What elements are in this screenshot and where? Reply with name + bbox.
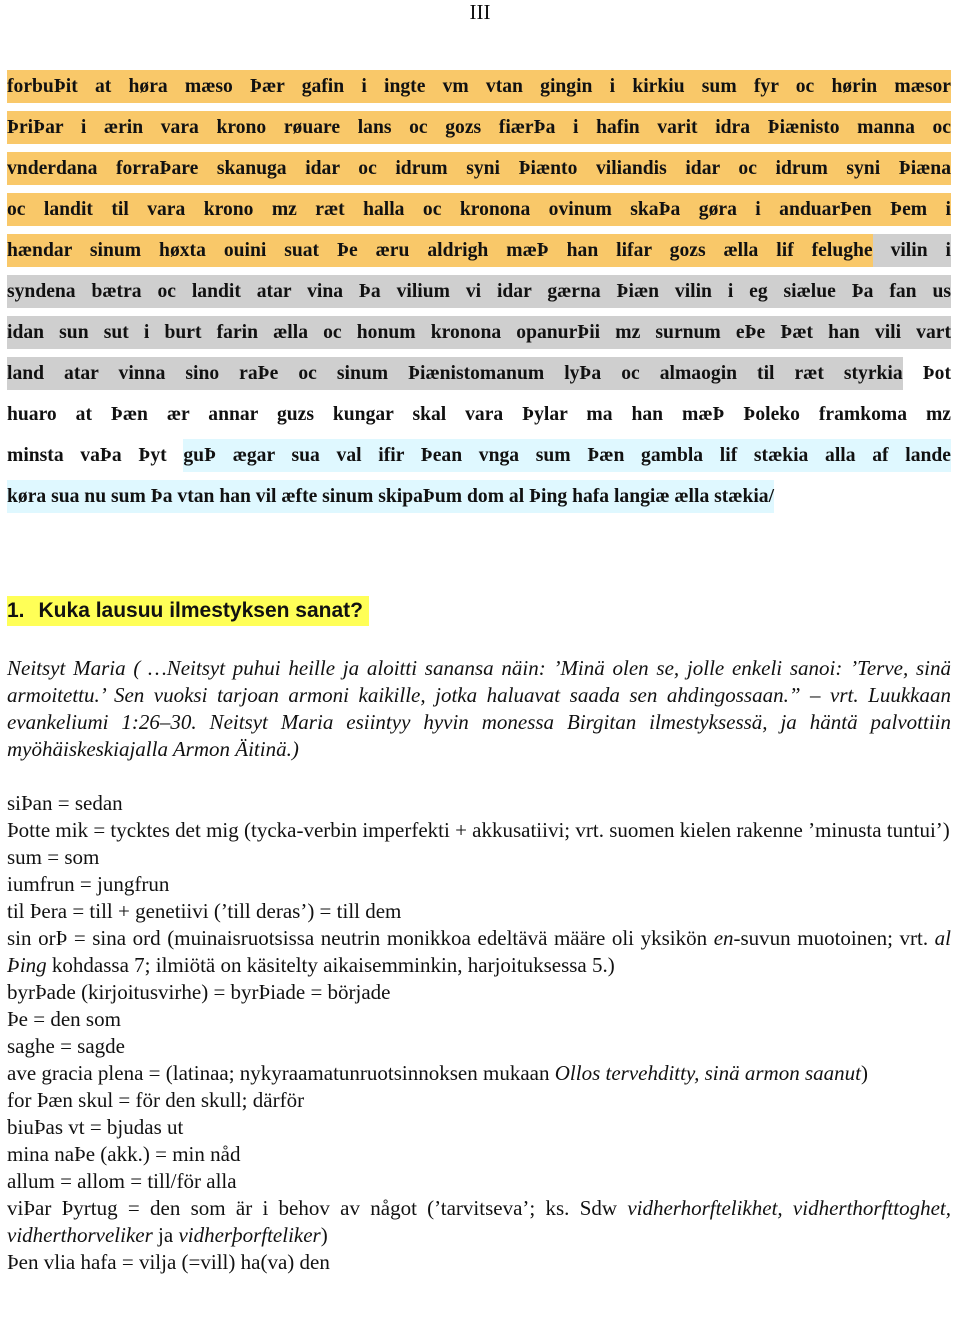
- source-line: [7, 476, 951, 517]
- glossary-text: allum = allom = till/för alla: [7, 1169, 237, 1193]
- source-segment: idan sun sut i burt farin ælla oc honum kronona opanurÞii mz surnum eÞe Þæt han vili vart: [7, 316, 951, 349]
- glossary-entry: [7, 871, 951, 898]
- source-segment: ÞriÞar i ærin vara krono røuare lans oc gozs fiærÞa i hafin varit idra Þiænisto manna oc: [7, 111, 951, 144]
- question-number: 1.: [7, 599, 25, 622]
- glossary-entry: [7, 844, 951, 871]
- source-line: [7, 66, 951, 107]
- glossary-text: for Þæn skul = för den skull; därför: [7, 1088, 305, 1112]
- glossary-entry: [7, 1033, 951, 1060]
- glossary-text: -suvun muotoinen; vrt.: [733, 926, 935, 950]
- source-segment: hændar sinum høxta ouini suat Þe æru aldrigh mæÞ han lifar gozs ælla lif felughe: [7, 234, 873, 267]
- glossary-entry: [7, 898, 951, 925]
- glossary-text: iumfrun = jungfrun: [7, 872, 170, 896]
- source-segment: vnderdana forraÞare skanuga idar oc idrum syni Þiænto viliandis idar oc idrum syni Þiæna: [7, 152, 951, 185]
- source-segment: syndena bætra oc landit atar vina Þa vilium vi idar gærna Þiæn vilin i eg siælue Þa fan us: [7, 275, 951, 308]
- glossary-entry: [7, 1114, 951, 1141]
- source-segment: forbuÞit at høra mæso Þær gafin i ingte vm vtan gingin i kirkiu sum fyr oc hørin mæsor: [7, 70, 951, 103]
- question-text: Kuka lausuu ilmestyksen sanat?: [38, 599, 363, 622]
- glossary-text: vidherþorfteliker: [178, 1223, 321, 1247]
- glossary-text: Ollos tervehditty, sinä armon saanut: [554, 1061, 861, 1085]
- source-line: [7, 107, 951, 148]
- source-segment: guÞ ægar sua val ifir Þean vnga sum Þæn gambla lif stækia alla af lande: [183, 439, 951, 472]
- glossary-text: siÞan = sedan: [7, 791, 123, 815]
- source-segment: vilin i: [873, 234, 951, 267]
- source-segment: køra sua nu sum Þa vtan han vil æfte sinum skipaÞum dom al Þing hafa langiæ ælla stækia/: [7, 480, 774, 513]
- source-segment: huaro at Þæn ær annar guzs kungar skal vara Þylar ma han mæÞ Þoleko framkoma mz: [7, 404, 951, 425]
- source-line: [7, 394, 951, 435]
- glossary-text: ): [320, 1223, 328, 1247]
- glossary-entry: [7, 979, 951, 1006]
- glossary-entry: [7, 1006, 951, 1033]
- glossary-text: Þe = den som: [7, 1007, 121, 1031]
- glossary-text: biuÞas vt = bjudas ut: [7, 1115, 184, 1139]
- glossary-entry: [7, 925, 951, 979]
- glossary-entry: [7, 1060, 951, 1087]
- source-segment: Þot: [902, 363, 951, 384]
- source-line: [7, 353, 951, 394]
- source-line: [7, 148, 951, 189]
- source-line: [7, 435, 951, 476]
- glossary-text: sin orÞ = sina ord (muinaisruotsissa neutrin monikkoa edeltävä määre oli yksikön: [7, 926, 714, 950]
- glossary-text: al Þing: [7, 926, 951, 977]
- glossary-text: til Þera = till + genetiivi (’till deras’) = till dem: [7, 899, 402, 923]
- source-line: [7, 230, 951, 271]
- glossary-entry: [7, 1168, 951, 1195]
- glossary-text: en: [713, 926, 734, 950]
- source-segment: land atar vinna sino raÞe oc sinum Þiænistomanum lyÞa oc almaogin til ræt styrkia: [7, 357, 903, 390]
- glossary-text: sum = som: [7, 845, 100, 869]
- glossary-text: ja: [152, 1223, 179, 1247]
- glossary-entry: [7, 817, 951, 844]
- exercise-question: [7, 596, 369, 626]
- glossary-text: ave gracia plena = (latinaa; nykyraamatunruotsinnoksen mukaan: [7, 1061, 555, 1085]
- glossary-text: viÞar Þyrtug = den som är i behov av något (’tarvitseva’; ks. Sdw: [7, 1196, 628, 1220]
- glossary-text: saghe = sagde: [7, 1034, 125, 1058]
- commentary-paragraph: Neitsyt Maria ( …Neitsyt puhui heille ja aloitti sanansa näin: ’Minä olen se, jolle enkeli sanoi: ’Terve, sinä armoitettu.’ Sen vuoksi tarjoan armoni kaikille, jotka haluavat saada sen ahdingossaan.” – vrt. Luukkaan evankeliumi 1:26–30. Neitsyt Maria esiintyy hyvin monessa Birgitan ilmestyksessä, ja häntä palvottiin myöhäiskeskiajalla Armon Äitinä.): [7, 656, 951, 761]
- glossary-entry: [7, 1195, 951, 1249]
- glossary-text: Þotte mik = tycktes det mig (tycka-verbin imperfekti + akkusatiivi; vrt. suomen kielen rakenne ’minusta tuntui’): [7, 818, 950, 842]
- glossary-list: [7, 790, 951, 1276]
- glossary-text: Þen vlia hafa = vilja (=vill) ha(va) den: [7, 1250, 330, 1274]
- glossary-entry: [7, 1249, 951, 1276]
- source-line: [7, 271, 951, 312]
- page-number: III: [469, 0, 491, 24]
- glossary-text: kohdassa 7; ilmiötä on käsitelty aikaisemminkin, harjoituksessa 5.): [46, 953, 615, 977]
- glossary-entry: [7, 790, 951, 817]
- source-line: [7, 312, 951, 353]
- glossary-text: ): [860, 1061, 868, 1085]
- glossary-entry: [7, 1141, 951, 1168]
- glossary-text: byrÞade (kirjoitusvirhe) = byrÞiade = började: [7, 980, 391, 1004]
- glossary-entry: [7, 1087, 951, 1114]
- source-segment: oc landit til vara krono mz ræt halla oc kronona ovinum skaÞa gøra i anduarÞen Þem i: [7, 193, 951, 226]
- old-swedish-source-text: [7, 66, 951, 517]
- source-segment: minsta vaÞa Þyt: [7, 445, 184, 466]
- glossary-text: mina naÞe (akk.) = min nåd: [7, 1142, 241, 1166]
- source-line: [7, 189, 951, 230]
- glossary-text: vidherhorftelikhet, vidherthorfttoghet, vidherthorveliker: [7, 1196, 951, 1247]
